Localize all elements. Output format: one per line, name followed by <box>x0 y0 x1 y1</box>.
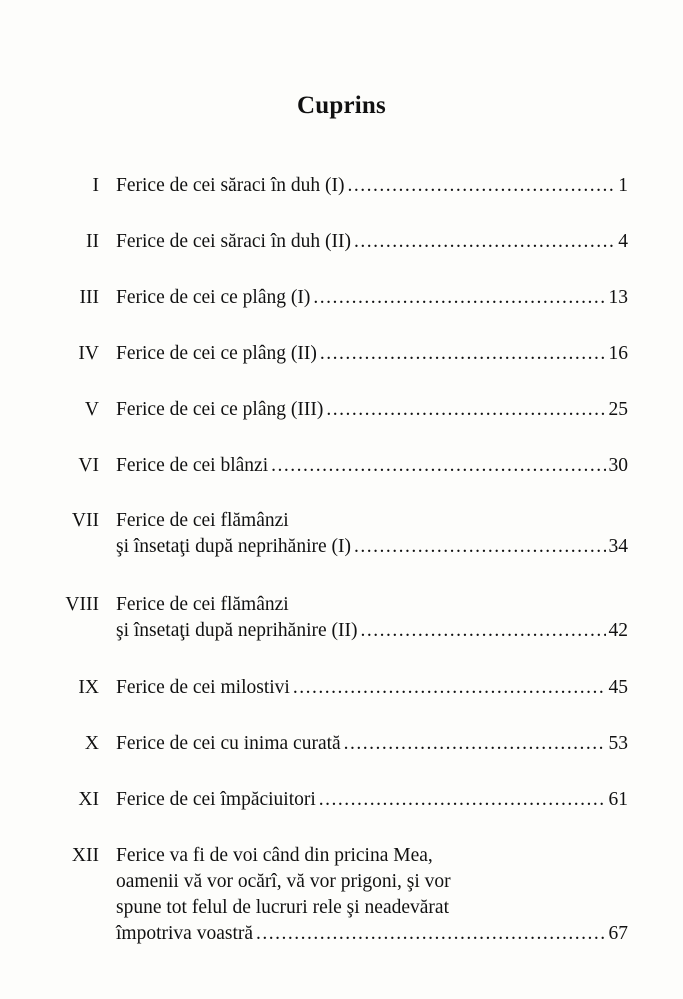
dot-leader <box>347 173 615 199</box>
page-number: 4 <box>618 231 628 252</box>
page-number: 34 <box>608 536 628 557</box>
page-number: 42 <box>608 620 628 641</box>
chapter-number: II <box>86 231 99 252</box>
chapter-title-line: Ferice de cei săraci în duh (I) <box>116 175 345 196</box>
dot-leader <box>344 731 606 757</box>
dot-leader <box>293 675 606 701</box>
chapter-number: IV <box>78 343 99 364</box>
chapter-title-line: Ferice de cei flămânzi <box>116 594 289 615</box>
chapter-title-line: şi însetaţi după neprihănire (II) <box>116 620 358 641</box>
chapter-number: VI <box>78 455 99 476</box>
chapter-title-line: spune tot felul de lucruri rele şi neadevărat <box>116 897 449 918</box>
page-number: 45 <box>608 677 628 698</box>
page-number: 16 <box>608 343 628 364</box>
page-number: 53 <box>608 733 628 754</box>
dot-leader <box>271 453 605 479</box>
chapter-title-line: Ferice de cei ce plâng (III) <box>116 399 324 420</box>
chapter-title-line: Ferice de cei milostivi <box>116 677 290 698</box>
chapter-title-line: şi însetaţi după neprihănire (I) <box>116 536 351 557</box>
page-number: 1 <box>618 175 628 196</box>
chapter-title-line: Ferice de cei împăciuitori <box>116 789 316 810</box>
chapter-title-line: oamenii vă vor ocărî, vă vor prigoni, şi vor <box>116 871 451 892</box>
dot-leader <box>361 618 606 644</box>
chapter-number: XII <box>71 845 99 866</box>
chapter-number: V <box>84 399 99 420</box>
chapter-title-line: împotriva voastră <box>116 923 254 944</box>
dot-leader <box>354 534 606 560</box>
page-number: 67 <box>608 923 628 944</box>
chapter-title-line: Ferice de cei ce plâng (II) <box>116 343 317 364</box>
chapter-number: XI <box>78 789 99 810</box>
chapter-title-line: Ferice va fi de voi când din pricina Mea, <box>116 845 433 866</box>
dot-leader <box>319 787 606 813</box>
chapter-title-line: Ferice de cei săraci în duh (II) <box>116 231 351 252</box>
page-title: Cuprins <box>297 91 386 119</box>
page-number: 13 <box>608 287 628 308</box>
chapter-number: IX <box>78 677 99 698</box>
chapter-title-line: Ferice de cei cu inima curată <box>116 733 341 754</box>
chapter-title-line: Ferice de cei flămânzi <box>116 510 289 531</box>
dot-leader <box>313 285 605 311</box>
chapter-number: I <box>92 175 99 196</box>
chapter-title-line: Ferice de cei blânzi <box>116 455 269 476</box>
chapter-title-line: Ferice de cei ce plâng (I) <box>116 287 311 308</box>
dot-leader <box>256 921 605 947</box>
dot-leader <box>354 229 615 255</box>
chapter-number: VII <box>71 510 99 531</box>
chapter-number: VIII <box>65 594 99 615</box>
page-number: 25 <box>608 399 628 420</box>
page-number: 61 <box>608 789 628 810</box>
page-number: 30 <box>608 455 628 476</box>
chapter-number: X <box>84 733 99 754</box>
dot-leader <box>326 397 605 423</box>
chapter-number: III <box>79 287 99 308</box>
dot-leader <box>320 341 606 367</box>
